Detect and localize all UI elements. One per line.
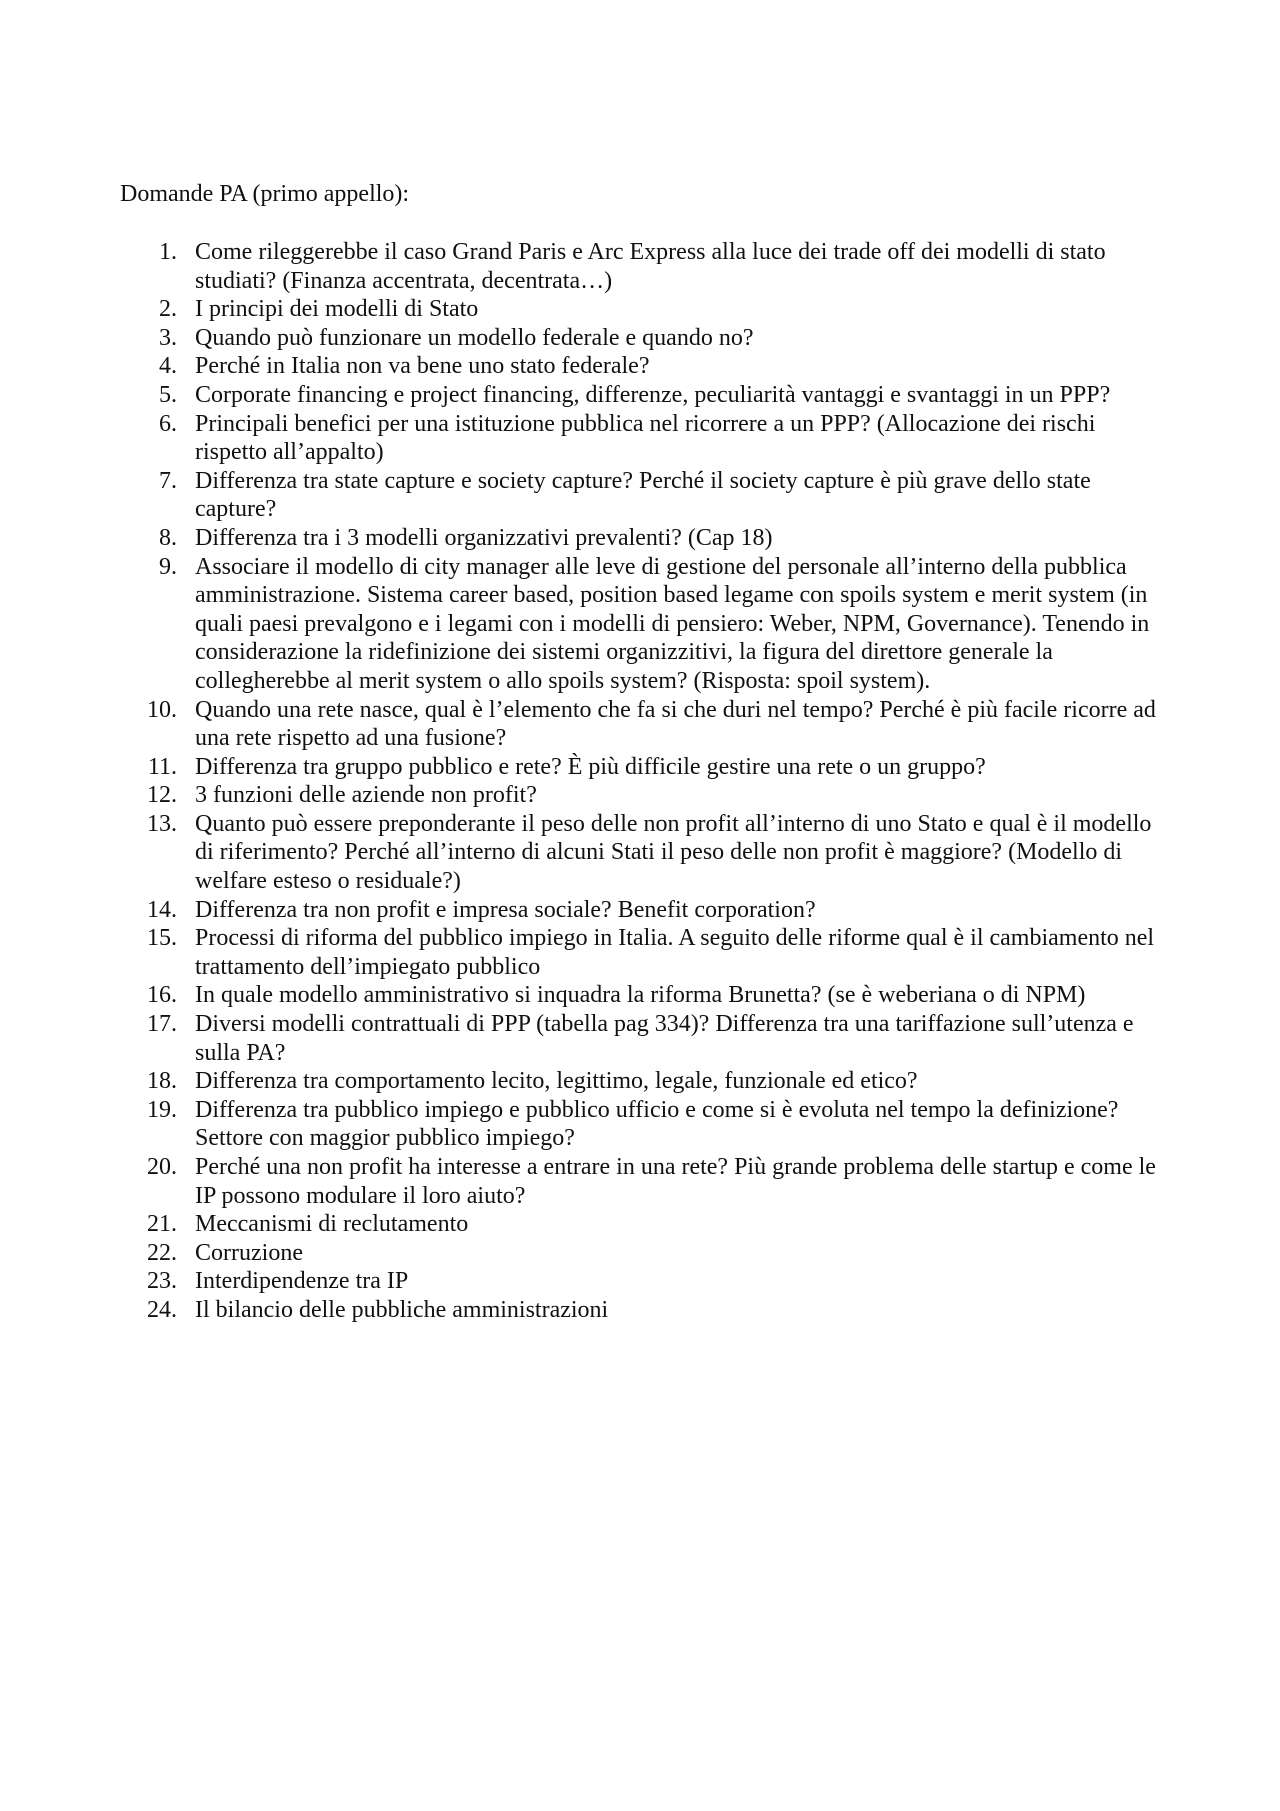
question-number: 24. <box>147 1296 177 1323</box>
question-text: Differenza tra state capture e society capture? Perché il society capture è più grave dello state capture? <box>195 467 1091 523</box>
question-item-17 <box>120 1010 1160 1067</box>
question-number: 14. <box>147 896 177 923</box>
question-number: 22. <box>147 1239 177 1266</box>
question-text: Differenza tra gruppo pubblico e rete? È più difficile gestire una rete o un gruppo? <box>195 753 986 780</box>
question-number: 23. <box>147 1268 177 1295</box>
question-text: Il bilancio delle pubbliche amministrazioni <box>195 1296 609 1323</box>
question-item-14 <box>120 896 1160 925</box>
question-item-9 <box>120 553 1160 696</box>
question-item-13 <box>120 810 1160 896</box>
question-text: Come rileggerebbe il caso Grand Paris e Arc Express alla luce dei trade off dei modelli di stato studiati? (Finanza accentrata, decentrata…) <box>195 239 1106 294</box>
question-text: 3 funzioni delle aziende non profit? <box>195 782 537 809</box>
question-number: 19. <box>147 1096 177 1123</box>
document-title: Domande PA (primo appello): <box>120 181 410 207</box>
question-item-11 <box>120 753 1160 782</box>
question-text: Associare il modello di city manager alle leve di gestione del personale all’interno della pubblica amministrazione. Sistema career based, position based legame con spoils system e merit system (in quali paesi prevalgono e i legami con i modelli di pensiero: Weber, NPM, Governance). Tenendo in considerazione la ridefinizione dei sistemi organizzitivi, la figura del direttore generale la collegherebbe al merit system o allo spoils system? (Risposta: spoil system). <box>195 553 1150 694</box>
question-item-4 <box>120 352 1160 381</box>
question-list <box>120 238 1160 1325</box>
question-text: Differenza tra comportamento lecito, legittimo, legale, funzionale ed etico? <box>195 1068 918 1095</box>
question-item-24 <box>120 1296 1160 1325</box>
question-item-21 <box>120 1210 1160 1239</box>
question-number: 11. <box>147 753 177 780</box>
question-number: 1. <box>159 239 177 265</box>
question-text: Meccanismi di reclutamento <box>195 1211 469 1238</box>
question-number: 17. <box>147 1011 177 1038</box>
question-text: Perché una non profit ha interesse a entrare in una rete? Più grande problema delle startup e come le IP possono modulare il loro aiuto? <box>195 1154 1156 1209</box>
question-item-18 <box>120 1067 1160 1096</box>
question-item-19 <box>120 1096 1160 1153</box>
question-text: Corporate financing e project financing, differenze, peculiarità vantaggi e svantaggi in un PPP? <box>195 381 1111 408</box>
question-text: Quanto può essere preponderante il peso delle non profit all’interno di uno Stato e qual è il modello di riferimento? Perché all’interno di alcuni Stati il peso delle non profit è maggiore? (Modello di welfare esteso o residuale?) <box>195 810 1152 895</box>
question-number: 6. <box>159 410 177 437</box>
question-number: 20. <box>147 1154 177 1180</box>
question-text: Perché in Italia non va bene uno stato federale? <box>195 353 650 380</box>
question-item-5 <box>120 381 1160 410</box>
question-text: Quando può funzionare un modello federale e quando no? <box>195 324 754 351</box>
question-number: 4. <box>159 353 177 380</box>
question-item-7 <box>120 467 1160 524</box>
question-text: Corruzione <box>195 1239 303 1266</box>
question-item-2 <box>120 295 1160 324</box>
question-text: Interdipendenze tra IP <box>195 1268 409 1295</box>
question-text: Processi di riforma del pubblico impiego in Italia. A seguito delle riforme qual è il cambiamento nel trattamento dell’impiegato pubblico <box>195 925 1155 980</box>
question-text: Diversi modelli contrattuali di PPP (tabella pag 334)? Differenza tra una tariffazione sull’utenza e sulla PA? <box>195 1011 1134 1066</box>
question-text: Differenza tra i 3 modelli organizzativi prevalenti? (Cap 18) <box>195 524 773 551</box>
question-text: Differenza tra pubblico impiego e pubblico ufficio e come si è evoluta nel tempo la definizione? Settore con maggior pubblico impiego? <box>195 1096 1119 1152</box>
question-item-3 <box>120 324 1160 353</box>
question-number: 15. <box>147 925 177 952</box>
question-item-10 <box>120 696 1160 753</box>
question-item-6 <box>120 410 1160 467</box>
question-text: Differenza tra non profit e impresa sociale? Benefit corporation? <box>195 896 816 923</box>
question-number: 3. <box>159 324 177 351</box>
question-number: 18. <box>147 1068 177 1095</box>
question-text: I principi dei modelli di Stato <box>195 296 479 323</box>
question-number: 10. <box>147 696 177 723</box>
question-item-15 <box>120 924 1160 981</box>
question-text: Principali benefici per una istituzione pubblica nel ricorrere a un PPP? (Allocazione dei rischi rispetto all’appalto) <box>195 410 1096 466</box>
question-text: Quando una rete nasce, qual è l’elemento che fa si che duri nel tempo? Perché è più facile ricorre ad una rete rispetto ad una fusione? <box>195 696 1156 752</box>
question-number: 5. <box>159 381 177 408</box>
question-number: 8. <box>159 524 177 551</box>
question-item-1 <box>120 238 1160 295</box>
question-item-16 <box>120 981 1160 1010</box>
question-number: 21. <box>147 1211 177 1238</box>
question-number: 9. <box>159 553 177 580</box>
question-number: 7. <box>159 467 177 494</box>
question-item-22 <box>120 1239 1160 1268</box>
question-item-20 <box>120 1153 1160 1210</box>
question-item-12 <box>120 781 1160 810</box>
question-text: In quale modello amministrativo si inquadra la riforma Brunetta? (se è weberiana o di NPM) <box>195 982 1086 1009</box>
question-number: 13. <box>147 810 177 837</box>
question-item-8 <box>120 524 1160 553</box>
question-number: 12. <box>147 782 177 809</box>
question-number: 2. <box>159 296 177 323</box>
question-number: 16. <box>147 982 177 1009</box>
question-item-23 <box>120 1267 1160 1296</box>
